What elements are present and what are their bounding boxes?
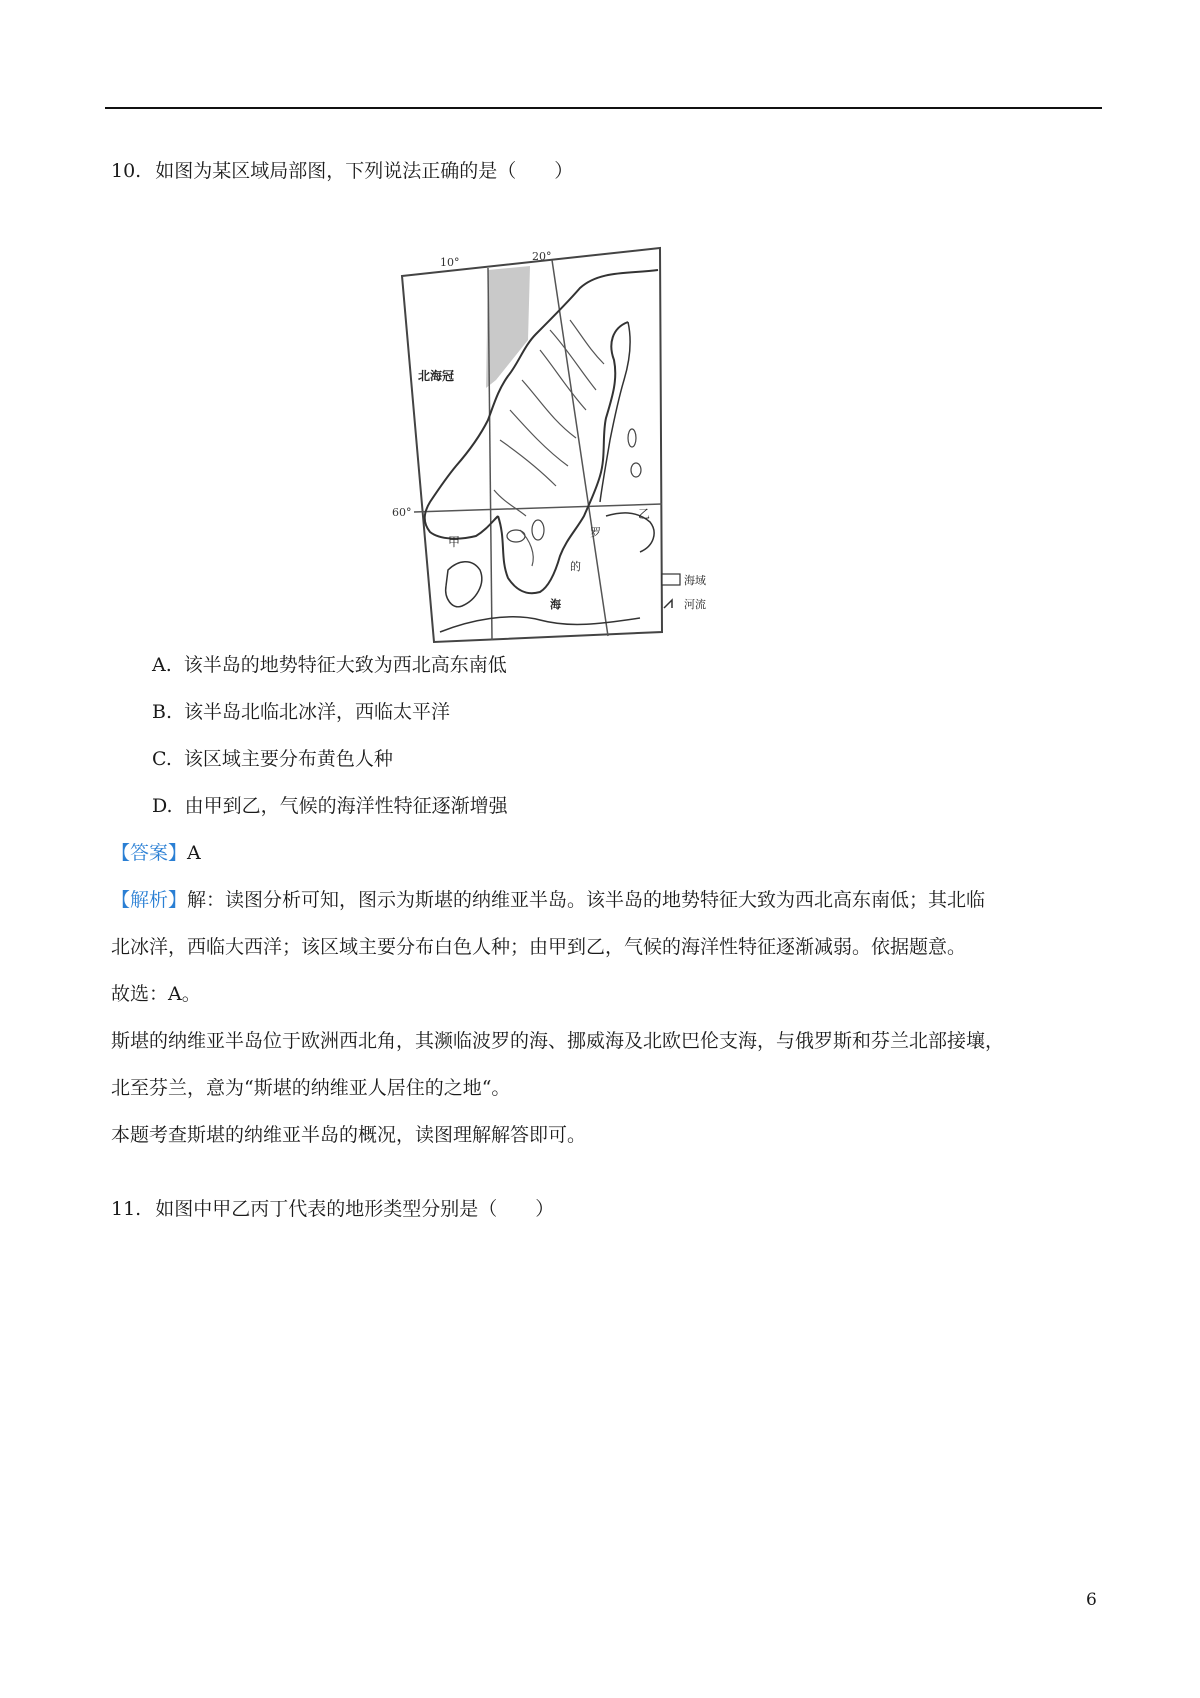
answer-tag: 【答案】 xyxy=(111,842,188,864)
question-number: 11. xyxy=(111,1198,142,1220)
option-b: B. 该半岛北临北冰洋，西临太平洋 xyxy=(152,701,451,723)
page-number: 6 xyxy=(1086,1590,1097,1610)
answer-value: A xyxy=(187,842,201,864)
question-number: 10. xyxy=(111,160,142,182)
header-rule xyxy=(105,107,1102,109)
label-yi: 乙 xyxy=(638,507,651,521)
legend-river-label: 河流 xyxy=(684,598,706,611)
option-c: C. 该区域主要分布黄色人种 xyxy=(152,748,393,770)
question-10-stem xyxy=(111,156,573,183)
scandinavia-map xyxy=(392,240,800,690)
label-de: 的 xyxy=(570,560,581,573)
analysis-line-5: 北至芬兰，意为“斯堪的纳维亚人居住的之地“。 xyxy=(111,1077,511,1099)
label-luo: 罗 xyxy=(590,526,601,539)
option-a: A. 该半岛的地势特征大致为西北高东南低 xyxy=(152,654,507,676)
analysis-line-4: 斯堪的纳维亚半岛位于欧洲西北角，其濒临波罗的海、挪威海及北欧巴伦支海，与俄罗斯和芬兰北部接壤， xyxy=(111,1030,1005,1052)
lon-label-20: 20° xyxy=(532,250,552,263)
label-hai: 海 xyxy=(550,598,561,611)
analysis-line-6: 本题考查斯堪的纳维亚半岛的概况，读图理解解答即可。 xyxy=(111,1124,587,1146)
legend-sea-label: 海域 xyxy=(684,574,706,587)
legend-sea-swatch xyxy=(662,574,680,585)
label-jia: 甲 xyxy=(448,535,461,549)
analysis-line-1: 【解析】解：读图分析可知，图示为斯堪的纳维亚半岛。该半岛的地势特征大致为西北高东南低；其北临 xyxy=(111,889,986,911)
analysis-tag: 【解析】 xyxy=(111,889,188,911)
question-text: 如图为某区域局部图，下列说法正确的是（ ） xyxy=(155,160,574,182)
option-d: D. 由甲到乙，气候的海洋性特征逐渐增强 xyxy=(152,795,508,817)
question-text: 如图中甲乙丙丁代表的地形类型分别是（ ） xyxy=(155,1198,555,1220)
answer-line xyxy=(111,838,201,865)
legend-river-symbol xyxy=(664,600,672,608)
lon-label-10: 10° xyxy=(440,256,460,269)
analysis-line-2: 北冰洋，西临大西洋；该区域主要分布白色人种；由甲到乙，气候的海洋性特征逐渐减弱。依据题意。 xyxy=(111,936,967,958)
sea-label-north: 北海冠 xyxy=(418,369,455,383)
analysis-line-3: 故选：A。 xyxy=(111,983,201,1005)
map-frame xyxy=(402,248,662,642)
question-11-stem xyxy=(111,1194,554,1221)
lat-label-60: 60° xyxy=(392,506,412,519)
